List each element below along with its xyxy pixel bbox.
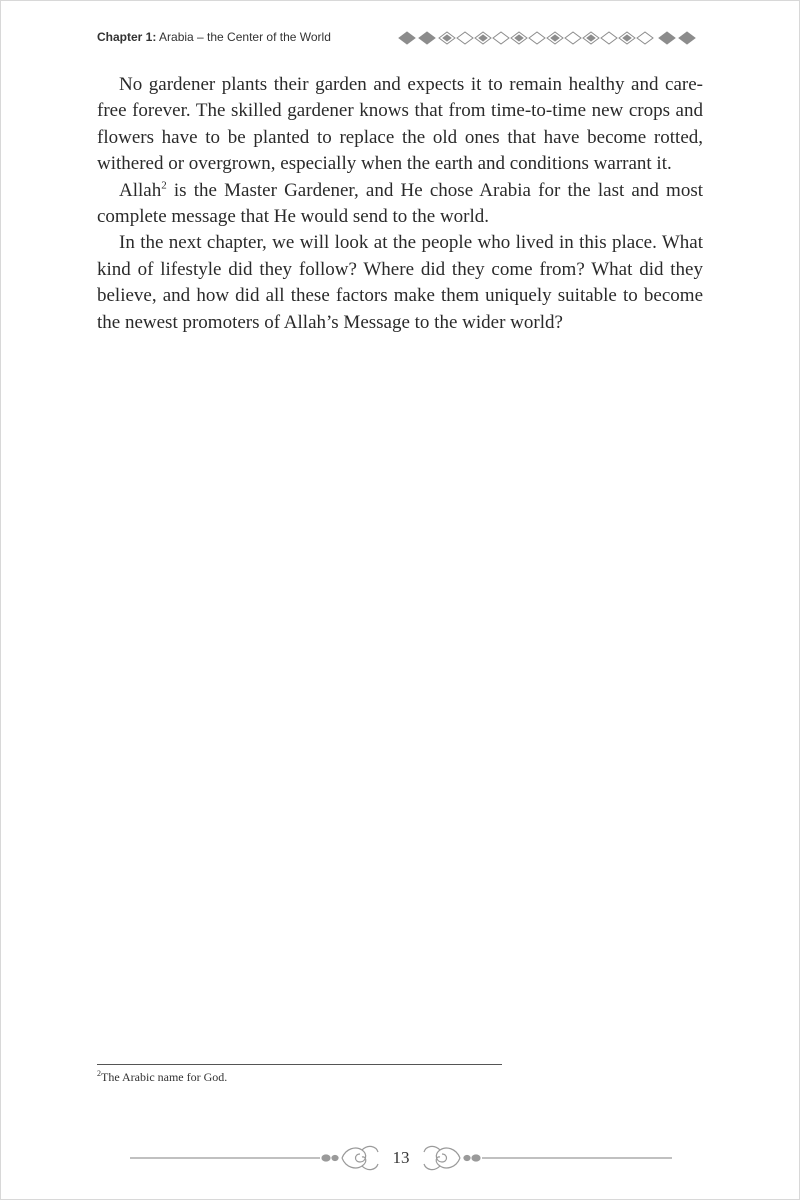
paragraph-3: In the next chapter, we will look at the people who lived in this place. What kind of lifestyle did they follow? Where did they come from? What did they believe, and how did all these factors make them uniquely suitable to become the newest promoters of Allah’s Message to the wider world? [97, 232, 703, 333]
paragraph-2-start: Allah [119, 179, 162, 201]
header-text [97, 30, 331, 44]
paragraph-2-rest: is the Master Gardener, and He chose Arabia for the last and most complete message that He would send to the world. [97, 179, 703, 228]
footnote-text: The Arabic name for God. [101, 1070, 228, 1084]
body-text [97, 72, 703, 336]
paragraph-1: No gardener plants their garden and expects it to remain healthy and care-free forever. The skilled gardener knows that from time-to-time new crops and flowers have to be planted to replace the old ones that have become rotted, withered or overgrown, especially when the earth and conditions warrant it. [97, 74, 703, 175]
header-chapter-label: Chapter 1: [97, 30, 157, 44]
footnote [97, 1070, 227, 1085]
paragraph-2 [97, 178, 703, 231]
page-number: 13 [392, 1148, 410, 1167]
footnote-marker: 2 [97, 1069, 101, 1078]
diamond-ornament-icon [397, 30, 701, 46]
running-header [97, 28, 703, 48]
page-footer [130, 1140, 672, 1180]
footnote-reference: 2 [161, 179, 167, 192]
footnote-rule [97, 1064, 502, 1065]
header-chapter-title: Arabia – the Center of the World [159, 30, 331, 44]
